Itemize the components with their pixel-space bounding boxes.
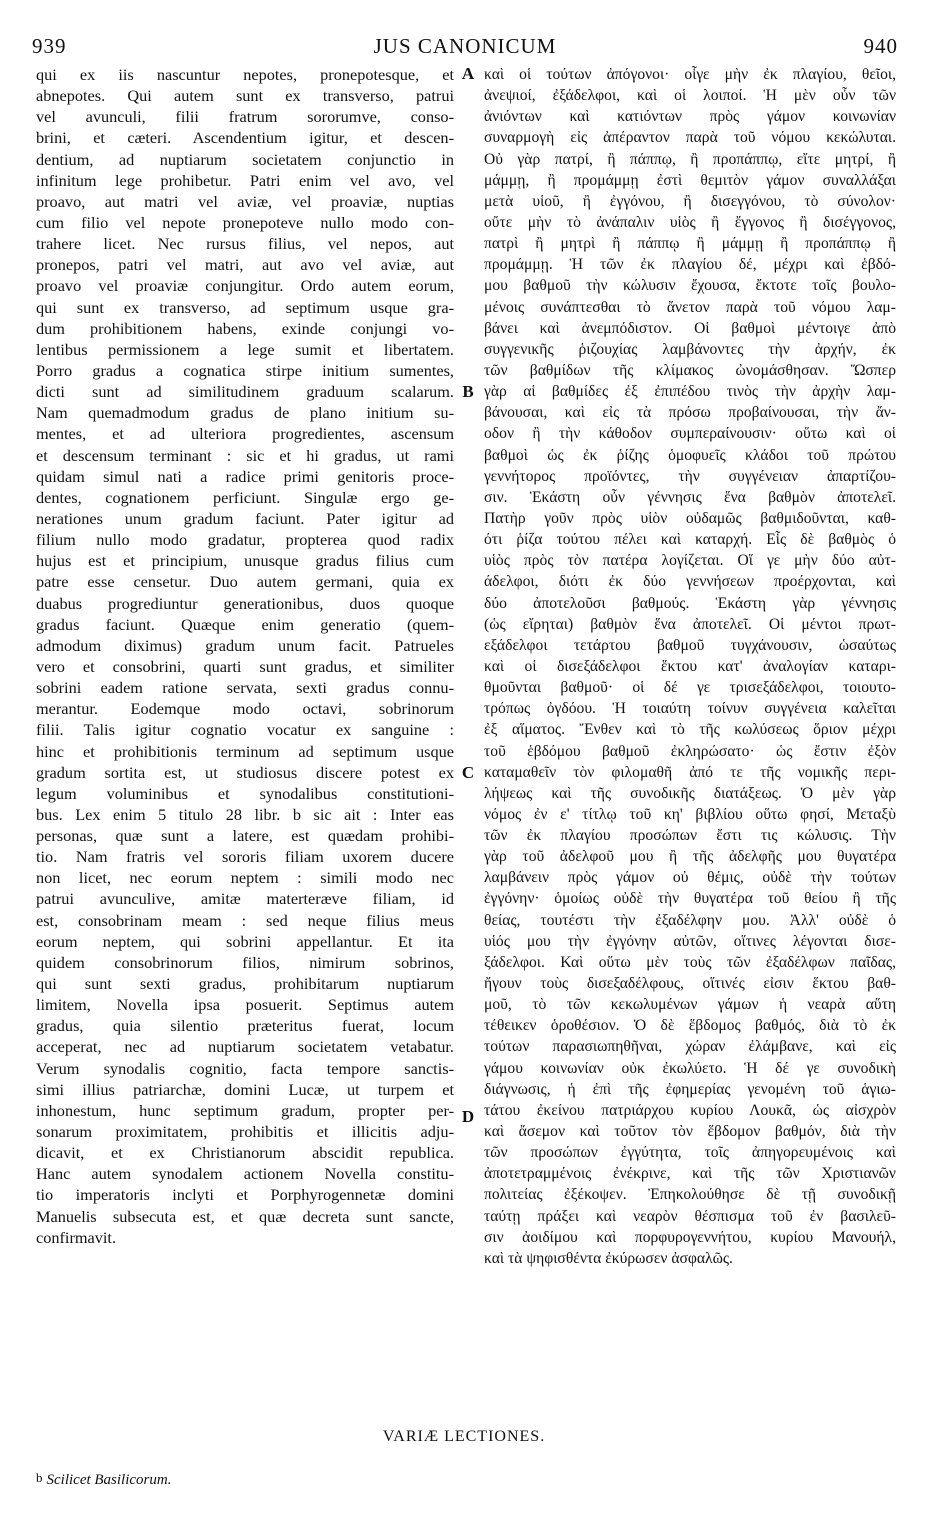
greek-text-line: άδελφοι, διότι ἐκ δύο γεννήσεων προέρχονται, καὶ [484,573,896,591]
greek-text-line: γὰρ τοῦ ἀδελφοῦ μου ἢ τῆς ἀδελφῆς μου θυγατέρα [484,848,896,866]
latin-text-line: brini, et cæteri. Ascendentium igitur, et descen- [36,128,454,148]
latin-text-line: proavo vel proaviæ conjungitur. Ordo autem eorum, [36,276,454,296]
latin-text-line: dentes, cognationem perficiunt. Singulæ ergo ge- [36,487,454,507]
latin-text-line: sobrini eadem ratione servata, sexti gradus connu- [36,678,454,698]
latin-text-line: qui sunt sexti gradus, prohibitarum nuptiarum [36,974,454,994]
footnote-mark: b [36,1470,43,1485]
greek-text-line: Οὐ γὰρ πατρί, ἢ πάππῳ, ἢ προπάππῳ, εἴτε μητρί, ἢ [484,150,896,168]
latin-text-line: quidem consobrinorum filios, nimirum sobrinos, [36,952,454,972]
section-marker-d: D [461,1107,475,1126]
latin-text-line: Porro gradus a cognatica stirpe initium sumentes, [36,360,454,380]
greek-text-line: γάμου κοινωνίαν οὐκ ἐκωλύετο. Ἡ δέ γε συνοδικὴ [484,1059,896,1077]
greek-text-line: υἱὸς πρὸς τὸν πατέρα λογίζεται. Οἵ γε μὴν δύο αὐτ- [484,552,896,570]
latin-text-line: eorum neptem, qui sobrini appellantur. Et ita [36,931,454,951]
latin-text-line: Nam quemadmodum gradus de plano initium su- [36,403,454,423]
latin-text-line: tio. Nam fratris vel sororis filiam uxorem ducere [36,847,454,867]
latin-text-line: proavo, aut matri vel aviæ, vel proaviæ, nuptias [36,191,454,211]
greek-text-line: σιν ἀοιδίμου καὶ πορφυρογεννήτου, κυρίου Μανουήλ, [484,1228,896,1246]
greek-text-line: σιν. Ἑκάστη οὖν γέννησις ἕνα βαθμὸν ἀποτελεῖ. [484,488,896,506]
section-marker-a: A [461,64,475,83]
latin-text-line: bus. Lex enim 5 titulo 28 libr. b sic ait : Inter eas [36,804,454,824]
greek-text-line: τῶν βαθμίδων τῆς κλίμακος ὠνομάσθησαν. Ὥσπερ [484,361,896,379]
greek-text-line: πολιτείας ἐξέκοψεν. Ἐπηκολούθησε δὲ τῇ συνοδικῇ [484,1186,896,1204]
latin-text-line: duabus progrediuntur generationibus, duos quoque [36,593,454,613]
latin-text-line: nerationes unum gradum faciunt. Pater igitur ad [36,508,454,528]
latin-text-line: personas, quæ sunt a latere, est quædam prohibi- [36,826,454,846]
latin-text-line: non licet, nec eorum neptem : simili modo nec [36,868,454,888]
greek-text-line: ἐγγόνην· ὁμοίως οὐδὲ τὴν θυγατέρα τοῦ θείου ἢ τῆς [484,890,896,908]
greek-text-line: θείας, τουτέστι τὴν ἐξαδέλφην μου. Ἀλλ' οὐδὲ ὁ [484,911,896,929]
greek-text-line: συναρμογὴ εἰς ἀπέραντον παρὰ τοῦ νόμου κεκώλυται. [484,129,896,147]
latin-text-line: limitem, Novella ipsa posuerit. Septimus autem [36,995,454,1015]
latin-text-line: acceperat, nec ad nuptiarum societatem vetabatur. [36,1037,454,1057]
greek-text-line: τῶν ἐκ πλαγίου προσώπων ἔστι τις κώλυσις. Τὴν [484,827,896,845]
latin-text-line: dentium, ad nuptiarum societatem conjunctio in [36,149,454,169]
latin-text-line: merantur. Eodemque modo octavi, sobrinorum [36,699,454,719]
greek-text-line: θμοῦνται βαθμοῦ· οἱ δέ γε τρισεξάδελφοι, τοιουτο- [484,679,896,697]
latin-column [36,64,454,1248]
greek-text-line: καταμαθεῖν τὸν φιλομαθῆ ἀπό τε τῆς νομικῆς περι- [484,763,896,781]
greek-text-line: ἀνιόντων καὶ κατιόντων πρὸς γάμον κοινωνίαν [484,108,896,126]
latin-text-line: Verum synodalis cognitio, facta tempore sanctis- [36,1058,454,1078]
greek-column [484,64,896,1269]
latin-text-line: Hanc autem synodalem actionem Novella constitu- [36,1164,454,1184]
greek-text-line: καὶ τὰ ψηφισθέντα ἐκύρωσεν ἀσφαλῶς. [484,1249,733,1267]
greek-text-line: τέθεικεν ὁροθέσιον. Ὁ δὲ ἕβδομος βαθμός, διὰ τὸ ἐκ [484,1017,896,1035]
greek-text-line: τρόπως ὀγδόου. Ἡ τοιαύτη τοίνυν συγγένεια καλεῖται [484,700,896,718]
greek-text-line: γὰρ αἱ βαθμίδες ἐξ ἐπιπέδου τινὸς τὴν ἀρχὴν λαμ- [484,383,896,401]
latin-text-line: tio imperatoris inclyti et Porphyrogennetæ domini [36,1185,454,1205]
latin-text-line: dicti sunt ad similitudinem graduum scalarum. [36,382,454,402]
greek-text-line: καὶ ἄσεμον καὶ τοῦτον τὸν ἕβδομον βαθμόν, διὰ τὴν [484,1123,896,1141]
latin-text-line: patrui avunculive, amitæ materteræve filiam, id [36,889,454,909]
greek-text-line: ἀνεψιοί, ἐξάδελφοι, καὶ οἱ λοιποί. Ἡ μὲν οὖν τῶν [484,87,896,105]
latin-text-line: dum prohibitionem habens, exinde conjungi vo- [36,318,454,338]
greek-text-line: προμάμμῃ. Ἡ τῶν ἐκ πλαγίου δέ, μέχρι καὶ ἑβδό- [484,256,896,274]
greek-text-line: τούτων παρασιωπηθῆναι, χώραν ἐλάμβανε, καὶ εἰς [484,1038,896,1056]
latin-text-line: qui ex iis nascuntur nepotes, pronepotesque, et [36,65,454,84]
latin-text-line: et descensum terminant : sic et hi gradus, ut rami [36,445,454,465]
latin-text-line: abnepotes. Qui autem sunt ex transverso, patrui [36,86,454,106]
greek-text-line: καὶ οἱ τούτων ἀπόγονοι· οἷγε μὴν ἐκ πλαγίου, θεῖοι, [484,66,896,83]
greek-text-line: εξάδελφοι τετάρτου βαθμοῦ τυγχάνουσιν, ὡσαύτως [484,636,896,654]
latin-text-line: trahere licet. Nec rursus filius, vel nepos, aut [36,234,454,254]
latin-text-line: quidam simul nati a radice primi genitoris proce- [36,466,454,486]
running-header [32,34,898,64]
latin-text-line: admodum diximus) gradum unum facit. Patrueles [36,635,454,655]
variae-lectiones-heading: VARIÆ LECTIONES. [382,1428,546,1445]
page-number-left: 939 [32,34,67,58]
latin-text-line: infinitum lege prohibetur. Patri enim vel avo, vel [36,170,454,190]
greek-text-line: συγγενικῆς ῥιζουχίας λαμβάνοντες τὴν ἀρχήν, ἐκ [484,340,896,358]
latin-text-line: gradus, quia silentio præteritus fuerat, locum [36,1016,454,1036]
greek-text-line: μάμμῃ, ἢ προμάμμῃ ἐστὶ θεμιτὸν γάμον συναλλάξαι [484,171,896,189]
latin-text-line: cum filio vel nepote pronepoteve nullo modo con- [36,212,454,232]
latin-text-line: legum voluminibus et synodalibus constitutioni- [36,783,454,803]
latin-text-line: mentes, et ad ulteriora progredientes, ascensum [36,424,454,444]
latin-text-line: dicavit, et ex Christianorum abscidit republica. [36,1143,454,1163]
section-marker-c: C [461,763,475,782]
latin-text-line: confirmavit. [36,1227,117,1247]
greek-text-line: μοῦ, τὸ τῶν κεκωλυμένων γάμων ἡ νεαρὰ αὕτη [484,996,896,1014]
latin-text-line: qui sunt ex transverso, ad septimum usque gra- [36,297,454,317]
greek-text-line: διάγνωσις, ἡ ἐπὶ τῆς ἐφημερίας γενομένη τοῦ ἁγιω- [484,1080,896,1098]
greek-text-line: βάνει καὶ ἀνεμπόδιστον. Οἱ βαθμοὶ μέντοιγε ἀπὸ [484,319,896,337]
greek-text-line: ότι ῥίζα τούτου πέλει καὶ καταρχή. Εἷς δὲ βαθμὸς ὁ [484,531,896,549]
page-number-right: 940 [863,34,898,58]
greek-text-line: Πατὴρ γοῦν πρὸς υἱὸν οὐδαμῶς βαθμιδοῦνται, καθ- [484,509,896,527]
latin-text-line: hinc et prohibitionis terminum ad septimum usque [36,741,454,761]
greek-text-line: τάτου ἐκείνου πατριάρχου κυρίου Λουκᾶ, ὡς αἰσχρὸν [484,1101,896,1119]
greek-text-line: μένοις συνάπτεσθαι τὸ ἄνετον παρὰ τοῦ νόμου λαμ- [484,298,896,316]
latin-text-line: est, consobrinam meam : sed neque filius meus [36,910,454,930]
latin-text-line: filium nullo modo gradatur, propterea quod radix [36,530,454,550]
latin-text-line: gradum sortita est, ut studiosus discere potest ex [36,762,454,782]
footnote-text: Scilicet Basilicorum. [46,1472,172,1488]
greek-text-line: τῶν προσώπων ἐγγύτητα, τοῖς ἀπηγορευμένοις καὶ [484,1144,896,1162]
section-marker-b: B [462,382,474,401]
latin-text-line: hujus est et principium, unusque gradus filius cum [36,551,454,571]
greek-text-line: βαθμοὶ ὡς ἐκ ῥίζης ὁμοφυεῖς κλάδοι τοῦ πρώτου [484,446,896,464]
greek-text-line: ταύτῃ πράξει καὶ νεαρὸν θέσπισμα τοῦ ἐν βασιλεῦ- [484,1207,896,1225]
greek-text-line: μου βαθμοῦ τὴν κώλυσιν ἔχουσα, ἔκτοτε τοῖς βουλο- [484,277,896,295]
greek-text-line: βάνουσαι, καὶ εἰς τὰ πρόσω προβαίνουσαι, τὴν ἄν- [484,404,896,422]
greek-text-line: νόμος ἐν ε' τίτλῳ τοῦ κη' βιβλίου οὕτω φησί, Μεταξὺ [484,805,896,823]
greek-text-line: μετὰ υἱοῦ, ἢ ἐγγόνου, ἢ δισεγγόνου, τὸ σύνολον· [484,192,896,210]
latin-text-line: vero et consobrini, quarti sunt gradus, et similiter [36,656,454,676]
greek-text-line: λήψεως καὶ τῆς συνοδικῆς διατάξεως. Ὁ μὲν γὰρ [484,784,896,802]
greek-text-line: ἀποτετραμμένοις ἐνέκρινε, καὶ τῆς τῶν Χριστιανῶν [484,1165,896,1183]
greek-text-line: ξάδελφοι. Καὶ οὕτω μὲν τοὺς τῶν ἐξαδέλφων παῖδας, [484,953,896,971]
latin-text-line: patre esse censetur. Duo autem germani, quia ex [36,572,454,592]
latin-text-line: Manuelis subsecuta est, et quæ decreta sunt sancte, [36,1206,454,1226]
latin-text-line: sonarum proximitatem, prohibitis et illicitis adju- [36,1122,454,1142]
latin-text-line: filii. Talis igitur cognatio vocatur ex sanguine : [36,720,454,740]
greek-text-line: γεννήτορος προϊόντες, τὴν συγγένειαν ἀπαρτίζου- [484,467,896,485]
latin-text-line: lentibus permissionem a lege sumit et libertatem. [36,339,454,359]
greek-text-line: πατρὶ ἢ μητρὶ ἢ πάππῳ ἢ μάμμῃ ἢ προπάππῳ ἢ [484,235,896,253]
running-title: JUS CANONICUM [373,34,557,58]
greek-text-line: υἱός μου τὴν ἐγγόνην αὐτῶν, οἵτινες λέγονται δισε- [484,932,896,950]
footnote [36,1470,171,1489]
latin-text-line: vel avunculi, filii fratrum sororumve, conso- [36,107,454,127]
latin-text-line: simi illius patriarchæ, domini Lucæ, ut turpem et [36,1079,454,1099]
greek-text-line: καὶ οἱ δισεξάδελφοι ἕκτου κατ' ἀναλογίαν καταρι- [484,657,896,675]
greek-text-line: οὔτε μὴν τὸ ἀνάπαλιν υἱὸς ἢ ἔγγονος ἢ δισέγγονος, [484,213,896,231]
greek-text-line: οδον ἢ τὴν κάθοδον συμπεραίνουσιν· οὕτω καὶ οἱ [484,425,896,443]
greek-text-line: δύο ἀποτελοῦσι βαθμούς. Ἑκάστη γὰρ γέννησις [484,594,896,612]
greek-text-line: (ὡς εἴρηται) βαθμὸν ἕνα ἀποτελεῖ. Οἱ μέντοι πρωτ- [484,615,896,633]
latin-text-line: pronepos, patri vel matri, aut avo vel aviæ, aut [36,255,454,275]
greek-text-line: λαμβάνειν πρὸς γάμον οὐ θέμις, οὐδὲ τὴν τούτων [484,869,896,887]
latin-text-line: inhonestum, hunc septimum gradum, propter per- [36,1100,454,1120]
greek-text-line: τοῦ ἑβδόμου βαθμοῦ ἐκληρώσατο· ὡς ἔστιν ἐξὸν [484,742,896,760]
latin-text-line: gradus faciunt. Quæque enim generatio (quem- [36,614,454,634]
greek-text-line: ἐξ αἵματος. Ἔνθεν καὶ τὸ τῆς κωλύσεως ὅριον μέχρι [484,721,896,739]
greek-text-line: ἤγουν τοὺς δισεξαδέλφους, οἵτινές εἰσιν ἕκτου βαθ- [484,975,896,993]
